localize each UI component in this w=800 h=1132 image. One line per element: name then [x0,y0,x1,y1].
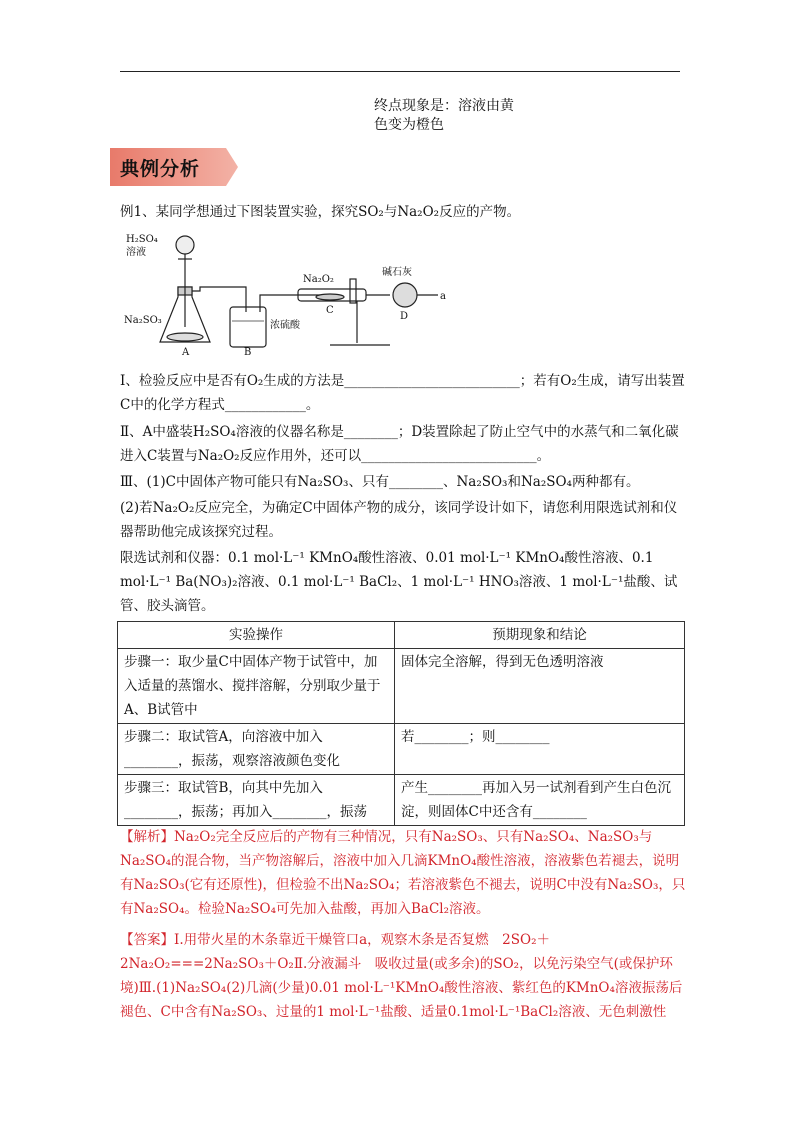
table-row [118,775,685,826]
question-3-1: Ⅲ、(1)C中固体产物可能只有Na₂SO₃、只有________、Na₂SO₃和Na₂SO₄两种都有。 [120,474,640,490]
section-title: 典例分析 [120,158,201,180]
table-cell: 步骤一：取少量C中固体产物于试管中，加入适量的蒸馏水、搅拌溶解，分别取少量于A、B试管中 [118,649,395,724]
label-a: A [182,347,190,358]
question-2: Ⅱ、A中盛装H₂SO₄溶液的仪器名称是________；D装置除起了防止空气中的水蒸气和二氧化碳进入C装置与Na₂O₂反应作用外，还可以__________________________。 [120,424,679,464]
answer-text: 【答案】Ⅰ.用带火星的木条靠近干燥管口a，观察木条是否复燃 2SO₂＋2Na₂O₂===2Na₂SO₃＋O₂Ⅱ.分液漏斗 吸收过量(或多余)的SO₂，以免污染空气(或保护环境)Ⅲ.(1)Na₂SO₄(2)几滴(少量)0.01 mol·L⁻¹KMnO₄酸性溶液、紫红色的KMnO₄溶液振荡后褪色、C中含有Na₂SO₃、过量的1 mol·L⁻¹盐酸、适量0.1mol·L⁻¹BaCl₂溶液、无色刺激性 [120,932,683,1020]
table-header: 预期现象和结论 [395,622,685,649]
header-note-line-1: 终点现象是：溶液由黄 [374,98,514,114]
header-note-line-2: 色变为橙色 [374,117,444,133]
label-b: B [244,347,252,358]
label-na2o2: Na₂O₂ [303,274,334,285]
table-cell: 步骤三：取试管B，向其中先加入________，振荡；再加入________，振荡 [118,775,395,826]
label-conc-h2so4: 浓硫酸 [270,320,300,331]
apparatus-figure [120,227,450,362]
label-h2so4: H₂SO₄ [126,234,158,245]
table-row [118,649,685,724]
header-note [374,97,514,135]
reagent-list: 限选试剂和仪器：0.1 mol·L⁻¹ KMnO₄酸性溶液、0.01 mol·L⁻¹ KMnO₄酸性溶液、0.1 mol·L⁻¹ Ba(NO₃)₂溶液、0.1 mol·L⁻¹ BaCl₂、1 mol·L⁻¹ HNO₃溶液、1 mol·L⁻¹盐酸、试管、胶头滴管。 [120,550,678,614]
experiment-table [117,621,685,826]
table-cell: 产生________再加入另一试剂看到产生白色沉淀，则固体C中还含有________ [395,775,685,826]
label-na2so3: Na₂SO₃ [124,315,162,326]
analysis-text: 【解析】Na₂O₂完全反应后的产物有三种情况，只有Na₂SO₃、只有Na₂SO₄、Na₂SO₃与Na₂SO₄的混合物，当产物溶解后，溶液中加入几滴KMnO₄酸性溶液，溶液紫色若褪去，说明有Na₂SO₃(它有还原性)，但检验不出Na₂SO₄；若溶液紫色不褪去，说明C中没有Na₂SO₃，只有Na₂SO₄。检验Na₂SO₄可先加入盐酸，再加入BaCl₂溶液。 [120,829,686,917]
table-cell: 若________；则________ [395,724,685,775]
table-header-row [118,622,685,649]
question-1: Ⅰ、检验反应中是否有O₂生成的方法是__________________________；若有O₂生成，请写出装置C中的化学方程式____________。 [120,373,685,413]
label-solution: 溶液 [126,247,146,258]
table-cell: 固体完全溶解，得到无色透明溶液 [395,649,685,724]
table-cell: 步骤二：取试管A，向溶液中加入________，振荡，观察溶液颜色变化 [118,724,395,775]
label-c: C [326,305,334,316]
label-soda-lime: 碱石灰 [382,267,412,278]
label-d: D [400,311,409,322]
question-3-2: (2)若Na₂O₂反应完全，为确定C中固体产物的成分，该同学设计如下，请您利用限选试剂和仪器帮助他完成该探究过程。 [120,500,678,540]
label-outlet-a: a [440,291,446,302]
table-row [118,724,685,775]
header-rule [120,71,680,72]
table-header: 实验操作 [118,622,395,649]
intro-text: 例1、某同学想通过下图装置实验，探究SO₂与Na₂O₂反应的产物。 [120,204,521,220]
